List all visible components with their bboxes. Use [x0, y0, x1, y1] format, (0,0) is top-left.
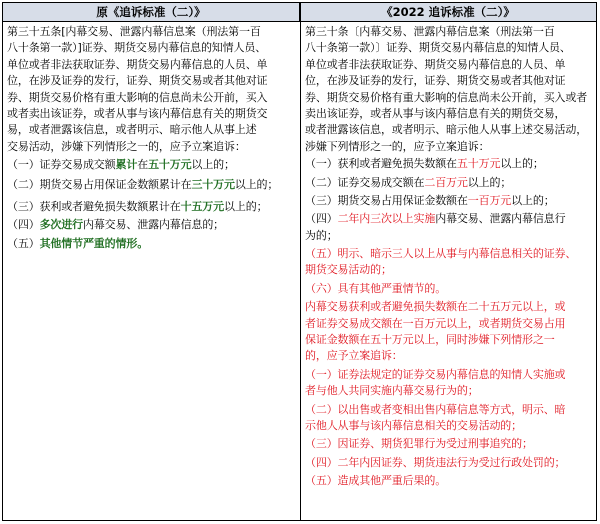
- left-para-line: 券、期货交易价格有重大影响的信息尚未公开前，买入: [7, 90, 268, 104]
- highlight-text: 五十万元: [456, 157, 501, 171]
- right-para-line: 卖出该证券，或者从事与该内幕信息有关的期货交易，: [305, 106, 566, 120]
- right-para-line: 八十条第一款）〕证券、期货交易内幕信息的知情人员、: [305, 41, 571, 55]
- highlight-text: 其他情节严重的情形。: [39, 236, 149, 250]
- right-column-header: 《2022 追诉标准（二）》: [300, 3, 596, 22]
- left-para-line: 或者卖出该证券，或者从事与该内幕信息有关的期货交: [7, 106, 268, 120]
- right-sub-item-2: （二）以出售或者变相出售内幕信息等方式，明示、暗: [305, 402, 566, 416]
- right-para2-line: 保证金数额在五十万元以上，同时涉嫌下列情形之一: [305, 333, 555, 347]
- left-para-line: 位，在涉及证券的发行，证券、期货交易或者其他对证: [7, 74, 268, 88]
- right-item-4: （四）二年内三次以上实施内幕交易、泄露内幕信息行: [305, 212, 566, 226]
- right-para-line: 位，在涉及证券的发行，证券、期货交易或者其他对证: [305, 74, 566, 88]
- left-para-line: 交易活动，涉嫌下列情形之一的，应予立案追诉：: [7, 139, 246, 153]
- right-sub-item-3: （三）因证券、期货犯罪行为受过刑事追究的；: [305, 437, 533, 451]
- left-para-line: 八十条第一款）]证券、期货交易内幕信息的知情人员、: [7, 41, 267, 55]
- right-sub-item-5: （五）造成其他严重后果的。: [305, 474, 447, 488]
- right-sub-item-1-cont: 者与他人共同实施内幕交易行为的；: [305, 384, 479, 398]
- right-column-text: [305, 24, 593, 490]
- right-item-3: （三）期货交易占用保证金数额在一百万元以上的；: [305, 193, 555, 207]
- right-item-5-cont: 期货交易活动的；: [305, 263, 392, 277]
- right-sub-item-2-cont: 示他人从事与该内幕信息相关的交易活动的；: [305, 418, 522, 432]
- right-para2-line: 内幕交易获利或者避免损失数额在二十五万元以上，或: [305, 300, 566, 314]
- right-item-1: （一）获利或者避免损失数额在五十万元以上的；: [305, 157, 544, 171]
- column-divider: [300, 3, 301, 520]
- left-item-5: （五）其他情节严重的情形。: [7, 236, 149, 250]
- right-item-6: （六）具有其他严重情节的。: [305, 281, 447, 295]
- right-para-line: 券、期货交易价格有重大影响的信息尚未公开前，买入或者: [305, 90, 588, 104]
- right-para2-line: 者证券交易成交额在一百万元以上，或者期货交易占用: [305, 316, 566, 330]
- left-item-3: （三）获利或者避免损失数额累计在十五万元以上的；: [7, 199, 268, 213]
- left-para-line: 易，或者泄露该信息，或者明示、暗示他人从事上述: [7, 123, 257, 137]
- left-item-2: （二）期货交易占用保证金数额累计在三十万元以上的；: [7, 177, 279, 191]
- right-sub-item-4: （四）二年内因证券、期货违法行为受过行政处罚的；: [305, 455, 566, 469]
- right-item-4-cont: 为的；: [305, 228, 338, 242]
- highlight-text: 五十万元: [148, 158, 192, 172]
- right-para-line: 单位或者非法获取证券、期货交易内幕信息的人员、单: [305, 57, 566, 71]
- right-sub-item-1: （一）证券法规定的证券交易内幕信息的知情人实施或: [305, 367, 566, 381]
- highlight-text: 一百万元: [467, 193, 512, 207]
- highlight-text: 二年内三次以上实施: [337, 212, 436, 226]
- right-item-5: （五）明示、暗示三人以上从事与内幕信息相关的证券、: [305, 247, 577, 261]
- highlight-text: 三十万元: [191, 177, 235, 191]
- comparison-table: [2, 2, 597, 521]
- left-item-1: （一）证券交易成交额累计在五十万元以上的；: [7, 158, 235, 172]
- right-item-2: （二）证券交易成交额在二百万元以上的；: [305, 175, 512, 189]
- right-para-line: 或者泄露该信息，或者明示、暗示他人从事上述交易活动，: [305, 123, 588, 137]
- right-para2-line: 的，应予立案追诉：: [305, 349, 403, 363]
- highlight-text: 累计: [115, 158, 138, 172]
- left-para-line: 第三十五条[内幕交易、泄露内幕信息案（刑法第一百: [7, 25, 261, 38]
- highlight-text: 二百万元: [424, 175, 468, 189]
- left-column-text: [7, 24, 297, 252]
- left-para-line: 单位或者非法获取证券、期货交易内幕信息的人员、单: [7, 57, 268, 71]
- right-para-line: 涉嫌下列情形之一的，应予立案追诉：: [305, 139, 490, 153]
- left-item-4: （四）多次进行内幕交易、泄露内幕信息的；: [7, 218, 225, 232]
- highlight-text: 十五万元: [180, 199, 225, 213]
- highlight-text: 多次进行: [39, 218, 83, 232]
- right-para-line: 第三十条〔内幕交易、泄露内幕信息案（刑法第一百: [305, 25, 555, 38]
- left-column-header: 原《追诉标准（二）》: [3, 3, 300, 22]
